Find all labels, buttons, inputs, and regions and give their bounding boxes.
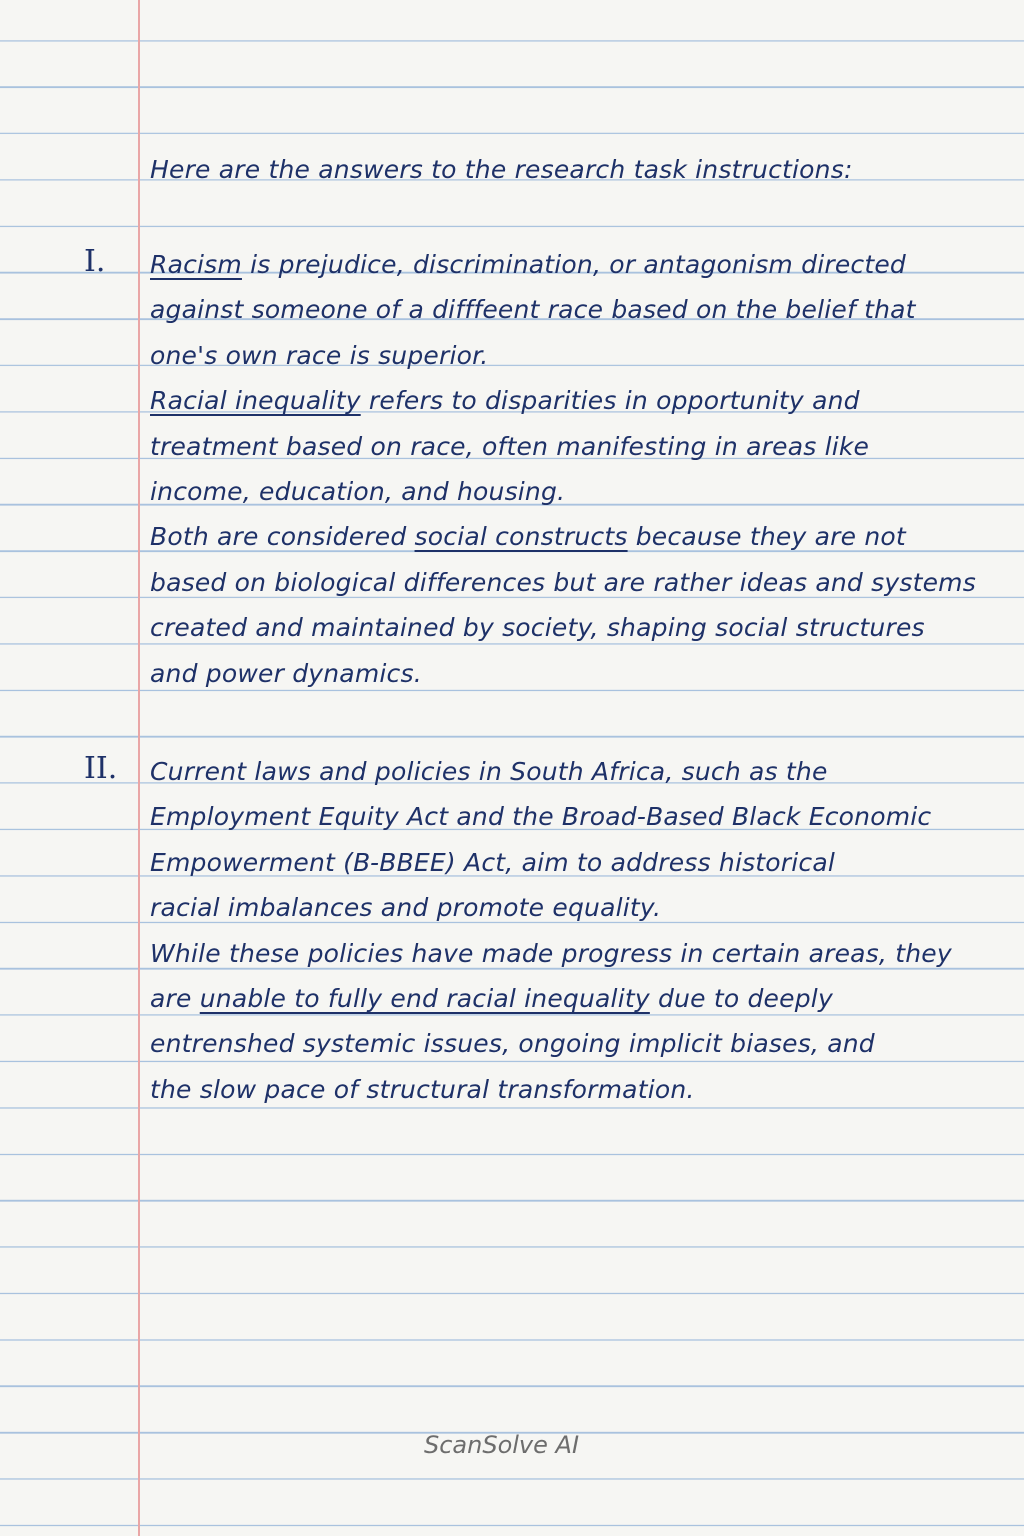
text-run: racial imbalances and promote equality.	[150, 893, 662, 923]
text-run: Employment Equity Act and the Broad-Based Black Economic	[150, 802, 932, 832]
text-run: because they are not	[627, 522, 906, 552]
text-run: the slow pace of structural transformation.	[150, 1074, 695, 1104]
text-run: Current laws and policies in South Africa, such as the	[150, 757, 828, 786]
text-line	[150, 1029, 875, 1059]
text-run: Both are considered	[150, 522, 415, 552]
text-line	[150, 386, 860, 416]
margin-line	[138, 0, 140, 1536]
text-line	[150, 848, 835, 878]
text-run: refers to disparities in opportunity and	[360, 386, 860, 416]
section-numeral-1: I.	[84, 244, 106, 279]
text-line	[150, 613, 925, 643]
text-run: based on biological differences but are rather ideas and systems	[150, 567, 976, 597]
underlined-term: Racial inequality	[150, 386, 361, 416]
text-run: entrenshed systemic issues, ongoing implicit biases, and	[150, 1029, 875, 1059]
brand-watermark: ScanSolve AI	[424, 1431, 580, 1459]
underlined-term: social constructs	[414, 522, 628, 552]
intro-line: Here are the answers to the research task instructions:	[150, 155, 853, 184]
text-line	[150, 757, 828, 787]
text-line	[150, 939, 952, 969]
text-line	[150, 477, 565, 507]
text-line	[150, 659, 422, 689]
text-run: against someone of a difffeent race based on the belief that	[150, 295, 916, 325]
text-run: one's own race is superior.	[150, 340, 489, 370]
text-line	[150, 802, 931, 832]
text-run: While these policies have made progress in certain areas, they	[150, 938, 952, 968]
text-run: are	[150, 984, 200, 1013]
text-line	[150, 522, 906, 552]
text-run: created and maintained by society, shaping social structures	[150, 613, 925, 643]
text-line	[150, 893, 661, 923]
underlined-term: Racism	[150, 250, 242, 279]
text-run: due to deeply	[649, 984, 833, 1013]
text-run: Empowerment (B-BBEE) Act, aim to address historical	[150, 847, 836, 877]
text-line	[150, 568, 976, 598]
text-run: treatment based on race, often manifesting in areas like	[150, 431, 870, 461]
section-numeral-2: II.	[84, 751, 118, 786]
text-line	[150, 1075, 695, 1105]
text-line	[150, 250, 906, 280]
text-run: income, education, and housing.	[150, 477, 566, 506]
underlined-term: unable to fully end racial inequality	[199, 984, 650, 1013]
text-line	[150, 295, 916, 325]
text-line	[150, 341, 488, 371]
text-line	[150, 984, 833, 1014]
text-line	[150, 432, 869, 462]
text-run: and power dynamics.	[150, 658, 422, 688]
text-run: is prejudice, discrimination, or antagonism directed	[241, 250, 906, 279]
